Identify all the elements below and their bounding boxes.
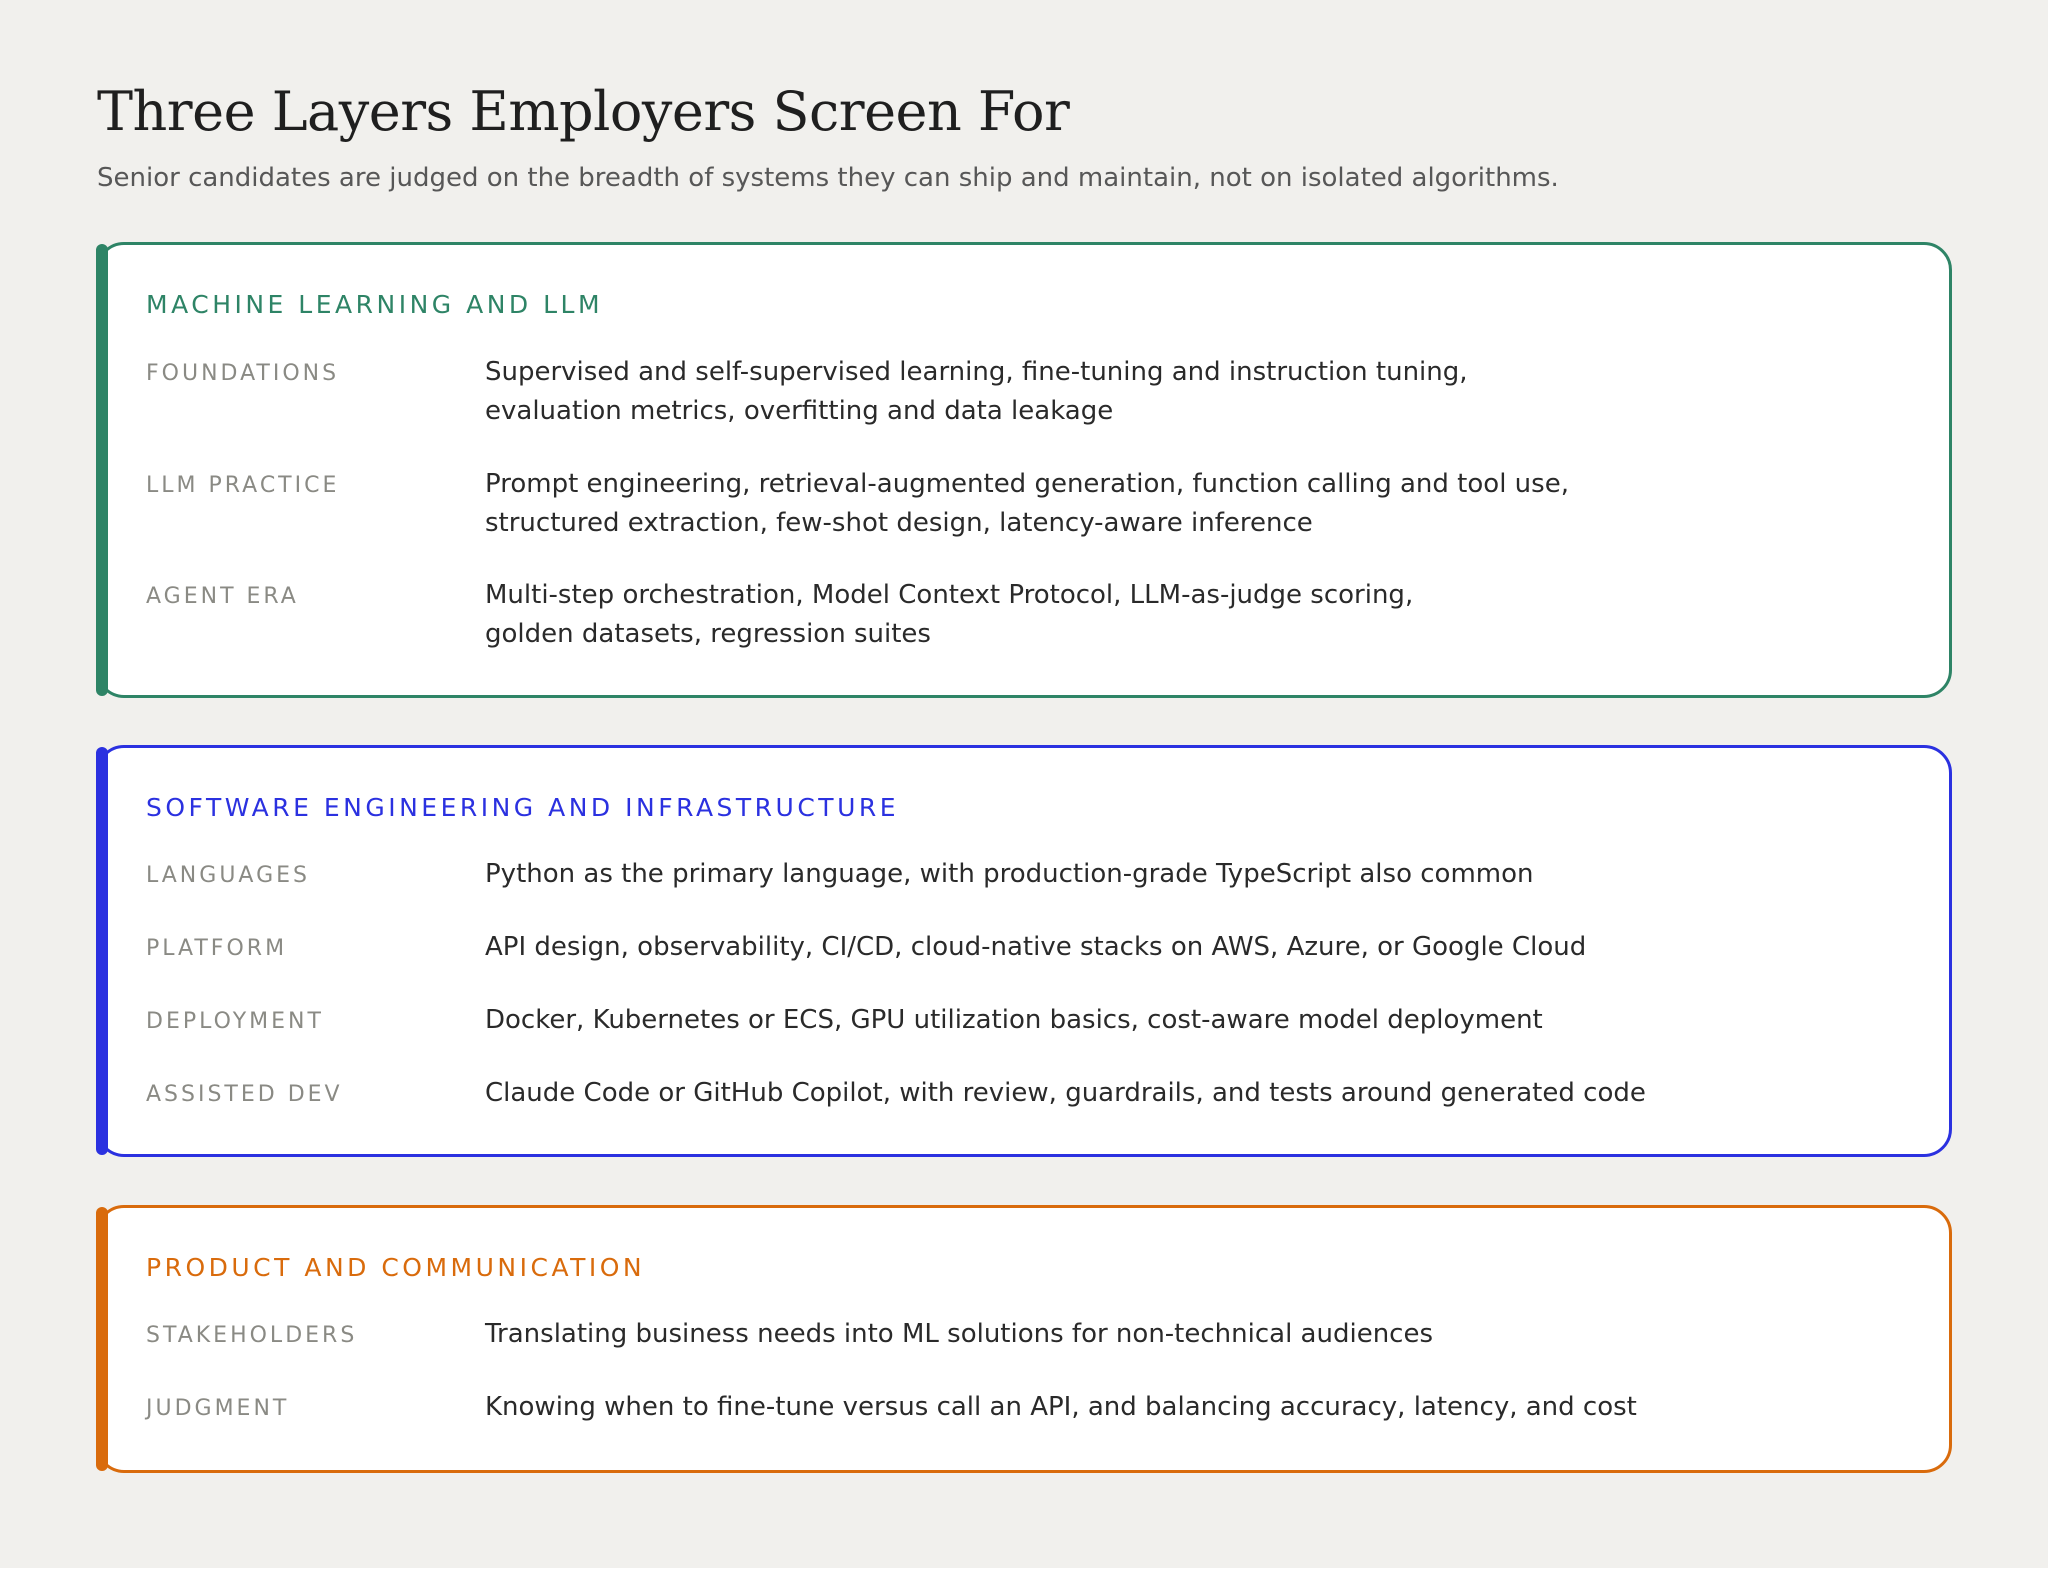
layer-heading: MACHINE LEARNING AND LLM: [146, 290, 604, 319]
layer-heading: PRODUCT AND COMMUNICATION: [146, 1253, 646, 1282]
skill-row-description: Python as the primary language, with production-grade TypeScript also common: [485, 859, 1534, 889]
skill-row-description: Prompt engineering, retrieval-augmented generation, function calling and tool use, structured extraction, few-shot design, latency-aware inference: [485, 469, 1569, 538]
layer-card-software-infra: [96, 745, 1952, 1157]
page-subtitle: Senior candidates are judged on the breadth of systems they can ship and maintain, not on isolated algorithms.: [97, 163, 1559, 193]
skill-row-description: API design, observability, CI/CD, cloud-native stacks on AWS, Azure, or Google Cloud: [485, 932, 1587, 962]
layer-heading: SOFTWARE ENGINEERING AND INFRASTRUCTURE: [146, 793, 900, 822]
skill-row-description: Supervised and self-supervised learning, fine-tuning and instruction tuning, evaluation metrics, overfitting and data leakage: [485, 357, 1468, 426]
skill-row-label: LLM PRACTICE: [146, 473, 340, 498]
skill-row-label: JUDGMENT: [146, 1396, 290, 1421]
skill-row-label: STAKEHOLDERS: [146, 1323, 358, 1348]
page-title: Three Layers Employers Screen For: [97, 80, 1070, 143]
layer-accent-bar: [96, 1207, 108, 1471]
skill-row-description: Translating business needs into ML solutions for non-technical audiences: [485, 1319, 1434, 1349]
skill-row-label: PLATFORM: [146, 936, 288, 961]
skill-row-description: Multi-step orchestration, Model Context Protocol, LLM-as-judge scoring, golden datasets, regression suites: [485, 580, 1414, 649]
skill-row-description: Knowing when to fine-tune versus call an API, and balancing accuracy, latency, and cost: [485, 1392, 1637, 1422]
layer-card-product-communication: [96, 1205, 1952, 1473]
layer-card-ml-llm: [96, 242, 1952, 698]
skill-row-label: AGENT ERA: [146, 584, 299, 609]
layer-accent-bar: [96, 244, 108, 696]
layer-accent-bar: [96, 747, 108, 1155]
skill-row-label: ASSISTED DEV: [146, 1082, 343, 1107]
skill-row-description: Claude Code or GitHub Copilot, with review, guardrails, and tests around generated code: [485, 1078, 1646, 1108]
skill-row-label: LANGUAGES: [146, 863, 310, 888]
skill-row-description: Docker, Kubernetes or ECS, GPU utilization basics, cost-aware model deployment: [485, 1005, 1543, 1035]
skill-row-label: DEPLOYMENT: [146, 1009, 324, 1034]
skill-row-label: FOUNDATIONS: [146, 361, 340, 386]
